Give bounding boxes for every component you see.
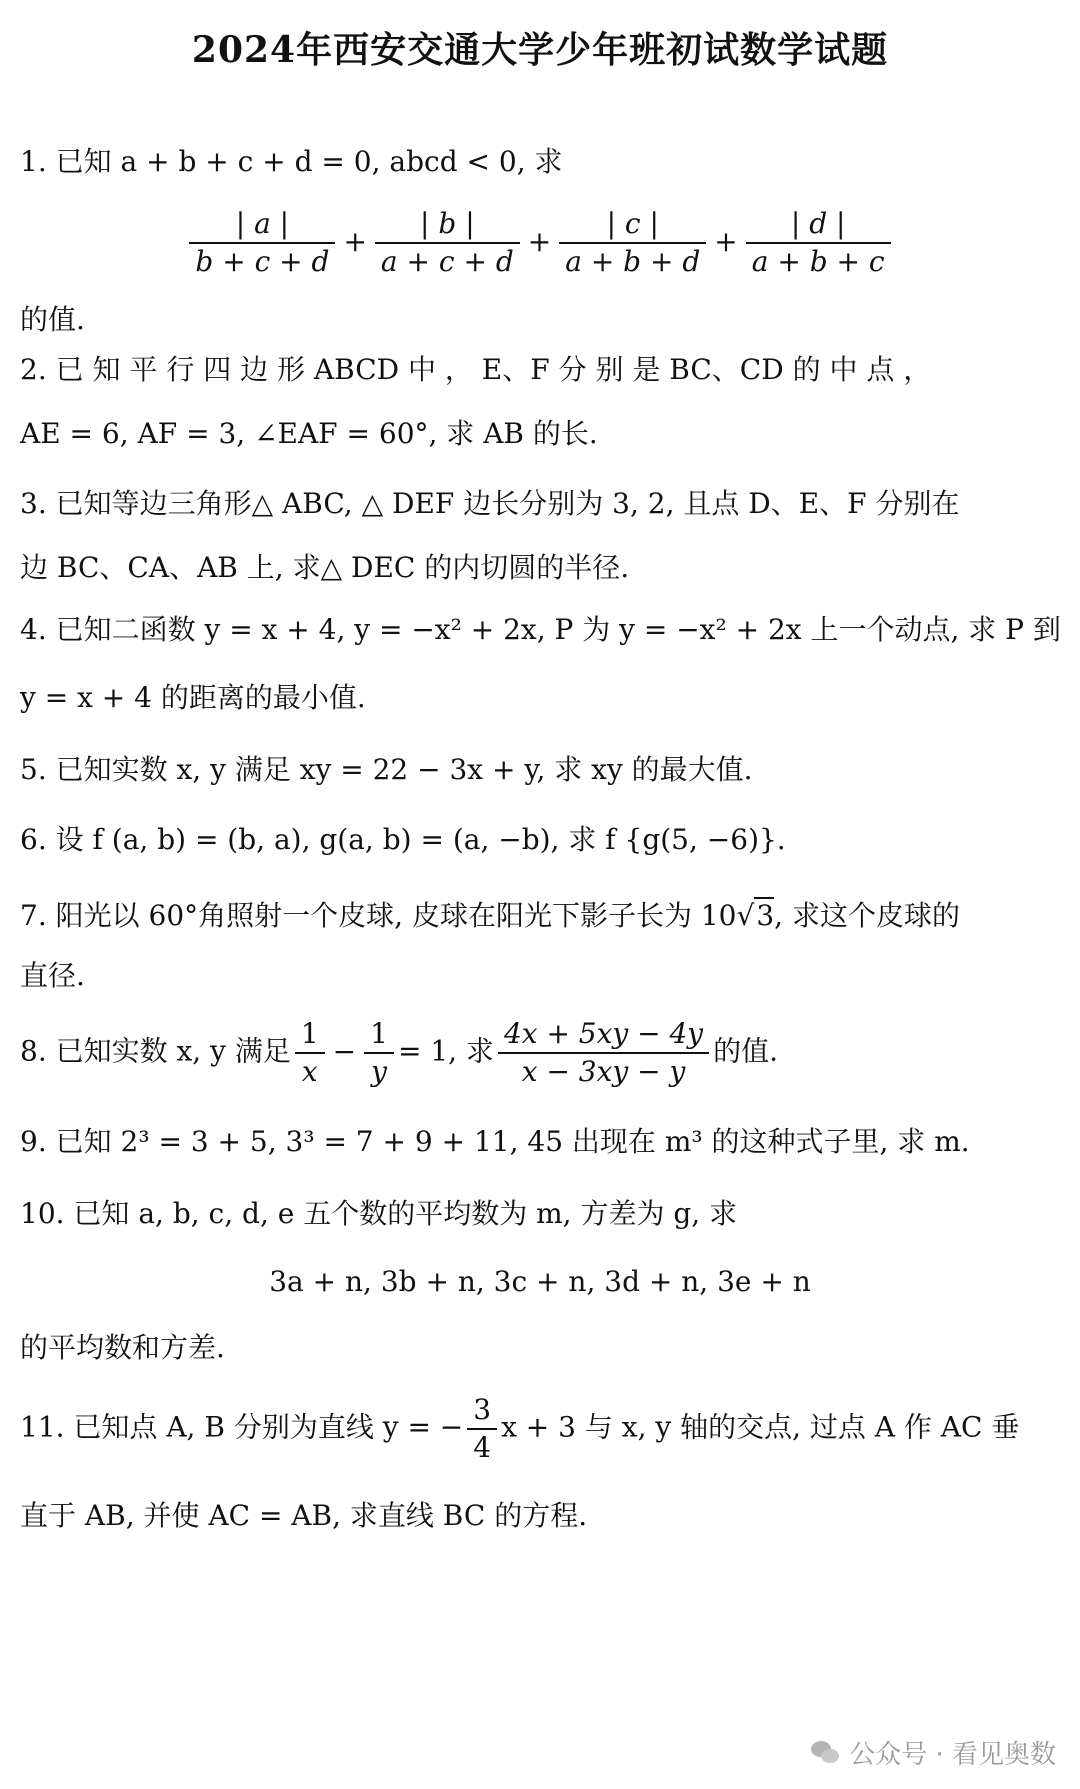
question-7-line-2: 直径. <box>20 959 85 992</box>
question-11-line-2: 直于 AB, 并使 AC = AB, 求直线 BC 的方程. <box>20 1499 588 1532</box>
watermark-text: 公众号 · 看见奥数 <box>849 1740 1056 1770</box>
wechat-icon <box>811 1741 841 1765</box>
fraction-b: $\frac{| b |}{a + c + d}$ <box>375 208 520 278</box>
question-10-line-2: 3a + n, 3b + n, 3c + n, 3d + n, 3e + n <box>269 1265 811 1298</box>
question-2-line-1: 2. 已 知 平 行 四 边 形 ABCD 中 ， E、F 分 别 是 BC、CD 的 中 点 ， <box>20 353 932 386</box>
question-1-line-1: 1. 已知 a + b + c + d = 0, abcd < 0, 求 <box>20 145 563 178</box>
fraction-a: $\frac{| a |}{b + c + d}$ <box>189 208 335 278</box>
sqrt-radicand: 3 <box>756 899 775 932</box>
question-1-line-3: 的值. <box>20 303 85 336</box>
question-1-formula: $\frac{| a |}{b + c + d}$ + $\frac{| b |}{a + c + d}$ + $\frac{| c |}{a + b + d}$ + $\frac{| d |}{a + b + c}$ <box>0 208 1080 278</box>
fraction-3-over-4: $\frac{3}{4}$ <box>467 1394 497 1464</box>
question-11-line-1: 11. 已知点 A, B 分别为直线 y = − $\frac{3}{4}$ x + 3 与 x, y 轴的交点, 过点 A 作 AC 垂 <box>20 1393 1020 1464</box>
fraction-c: $\frac{| c |}{a + b + d}$ <box>559 208 706 278</box>
fraction-expression: $\frac{4x + 5xy - 4y}{x - 3xy - y}$ <box>498 1018 709 1088</box>
question-6-line-1: 6. 设 f (a, b) = (b, a), g(a, b) = (a, −b), 求 f {g(5, −6)}. <box>20 823 786 856</box>
fraction-1-over-y: $\frac{1}{y}$ <box>364 1018 394 1088</box>
question-2-line-2: AE = 6, AF = 3, ∠EAF = 60°, 求 AB 的长. <box>20 417 598 450</box>
fraction-d: $\frac{| d |}{a + b + c}$ <box>746 208 891 278</box>
question-7-line-1: 7. 阳光以 60°角照射一个皮球, 皮球在阳光下影子长为 10√3, 求这个皮球的 <box>20 899 960 932</box>
question-3-line-1: 3. 已知等边三角形△ ABC, △ DEF 边长分别为 3, 2, 且点 D、E、F 分别在 <box>20 487 960 520</box>
question-9-line-1: 9. 已知 2³ = 3 + 5, 3³ = 7 + 9 + 11, 45 出现在 m³ 的这种式子里, 求 m. <box>20 1125 970 1158</box>
question-4-line-2: y = x + 4 的距离的最小值. <box>20 681 366 714</box>
question-10-line-1: 10. 已知 a, b, c, d, e 五个数的平均数为 m, 方差为 g, 求 <box>20 1197 738 1230</box>
question-8-line-1: 8. 已知实数 x, y 满足 $\frac{1}{x}$ − $\frac{1}{y}$ = 1, 求 $\frac{4x + 5xy - 4y}{x - 3xy - y}$ 的值. <box>20 1017 779 1088</box>
question-10-line-3: 的平均数和方差. <box>20 1331 225 1364</box>
watermark <box>811 1734 1056 1771</box>
fraction-1-over-x: $\frac{1}{x}$ <box>295 1018 325 1088</box>
question-3-line-2: 边 BC、CA、AB 上, 求△ DEC 的内切圆的半径. <box>20 551 630 584</box>
question-4-line-1: 4. 已知二函数 y = x + 4, y = −x² + 2x, P 为 y = −x² + 2x 上一个动点, 求 P 到 <box>20 613 1061 646</box>
question-5-line-1: 5. 已知实数 x, y 满足 xy = 22 − 3x + y, 求 xy 的最大值. <box>20 753 753 786</box>
page-title: 2024年西安交通大学少年班初试数学试题 <box>191 29 889 71</box>
